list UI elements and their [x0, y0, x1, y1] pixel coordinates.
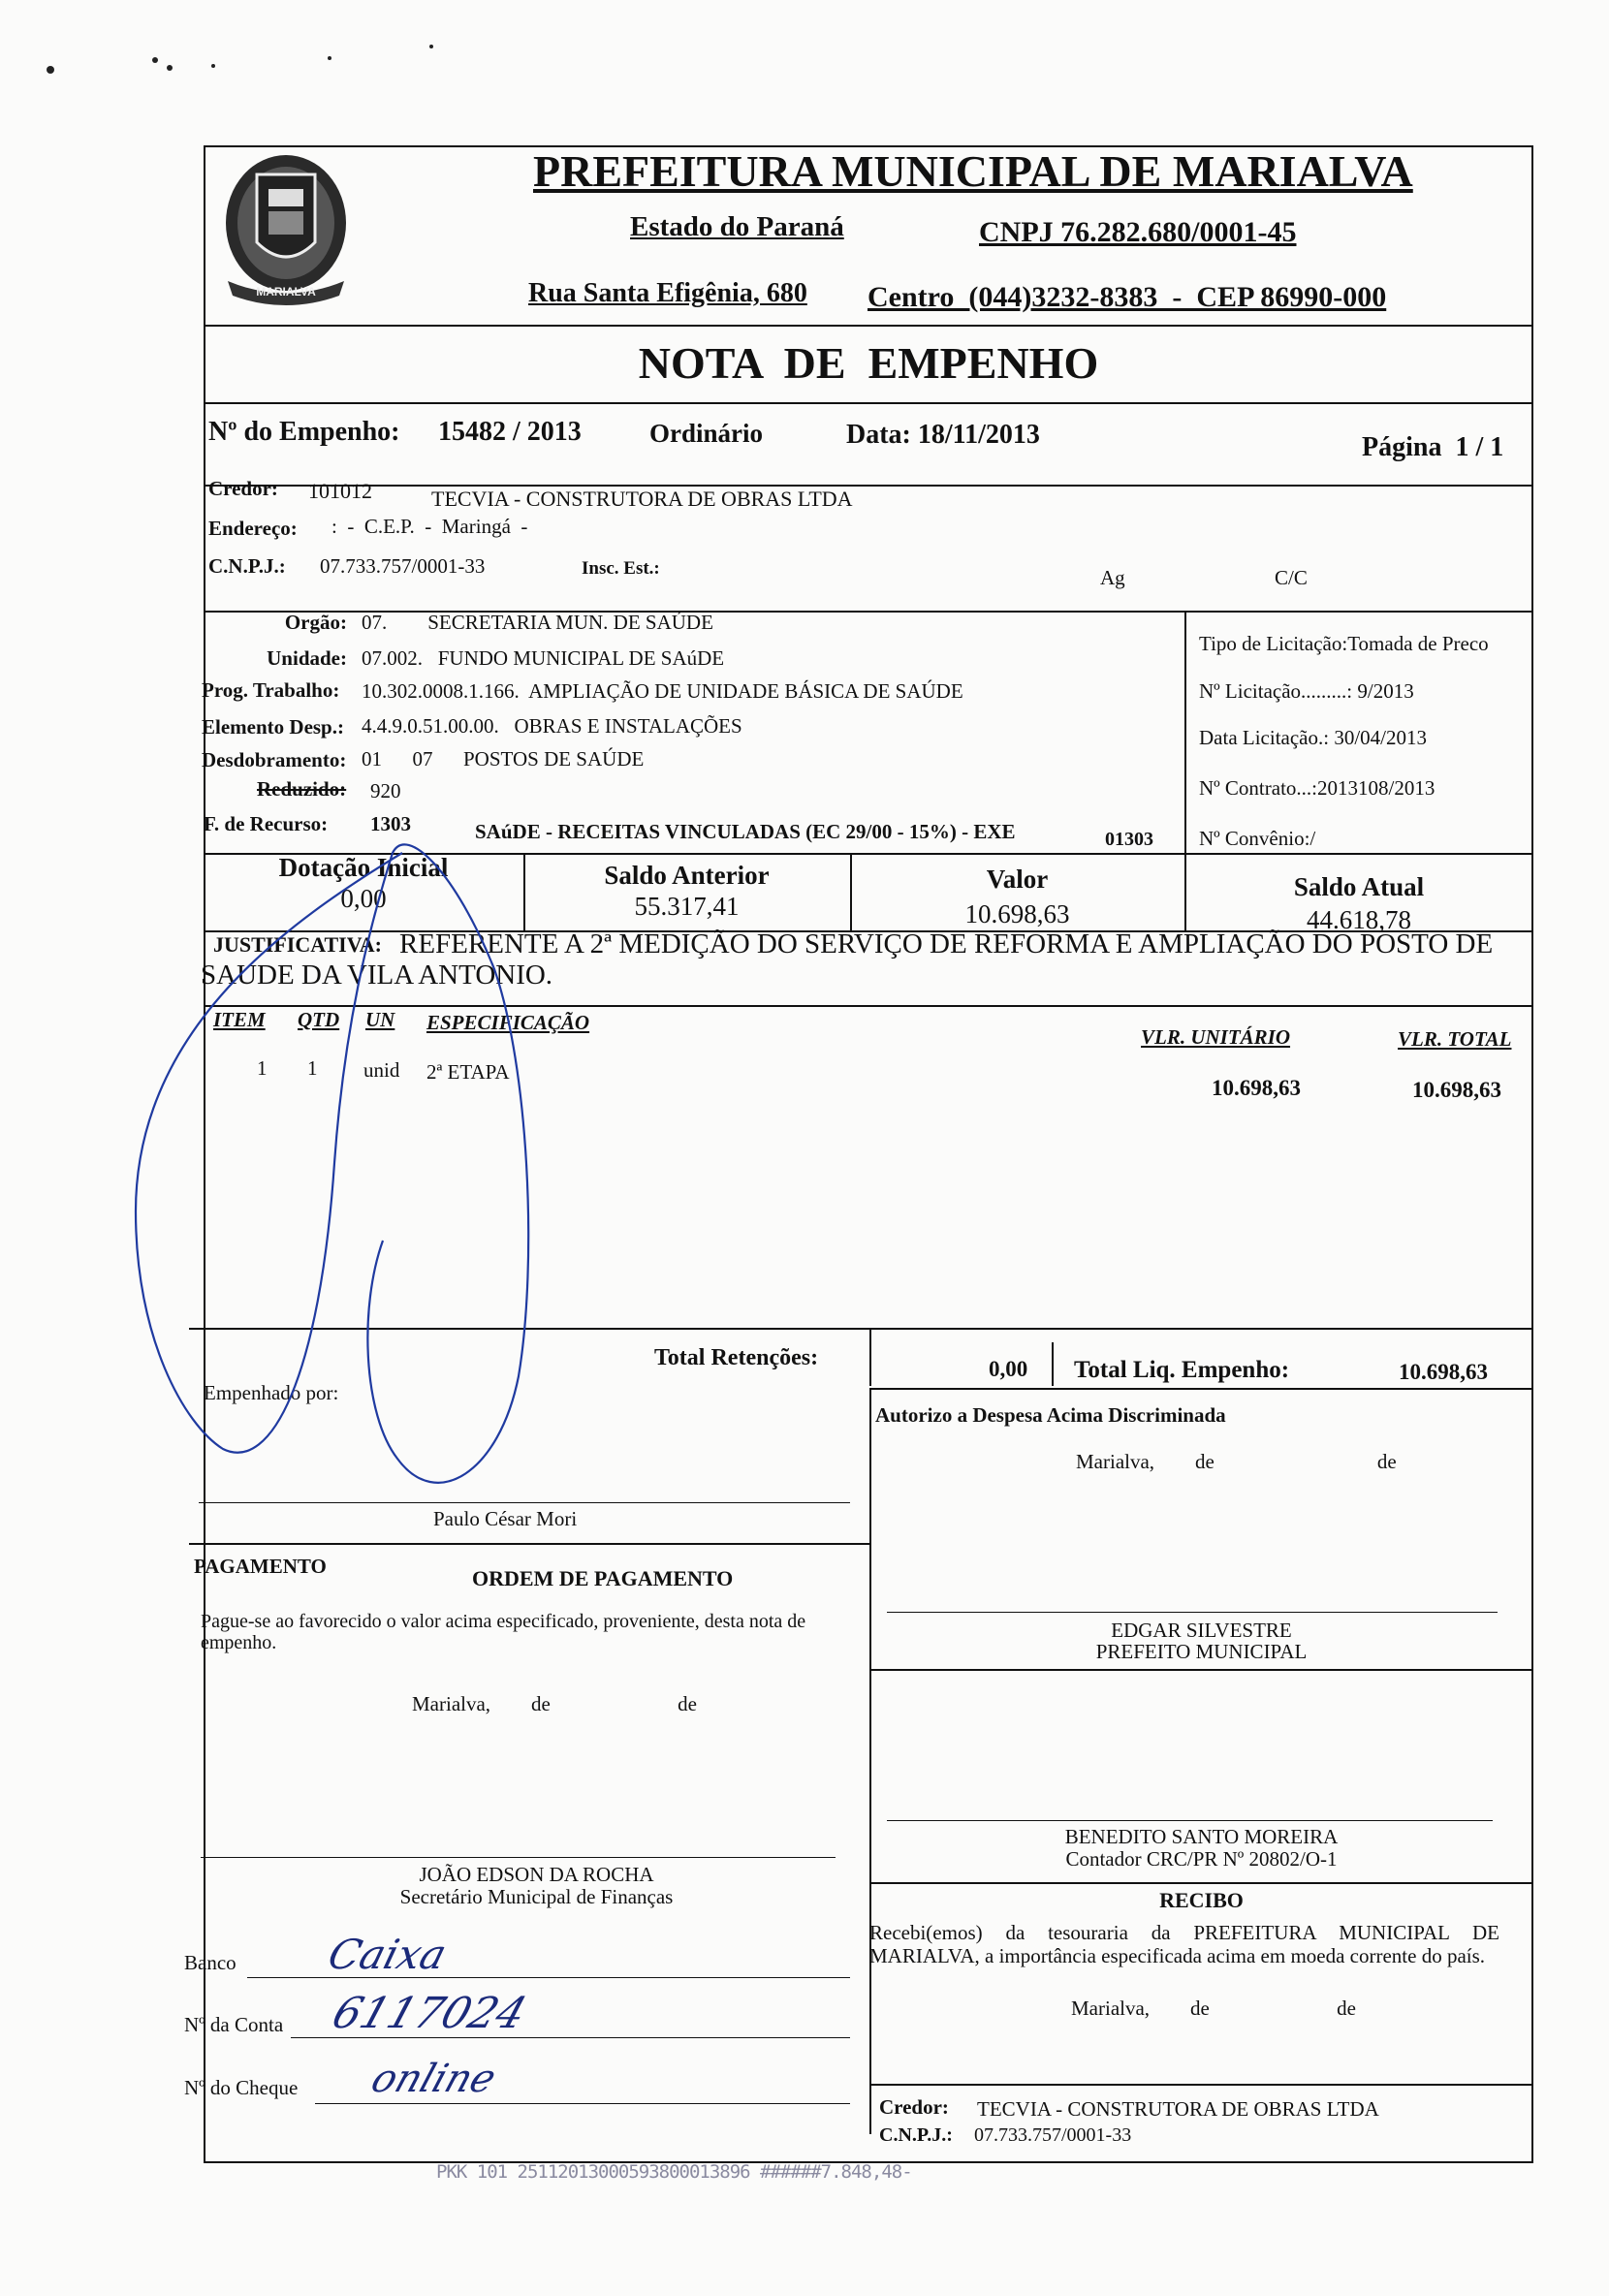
header-divider	[204, 325, 1533, 327]
header-contact: Centro (044)3232-8383 - CEP 86990-000	[868, 281, 1387, 313]
contador-bottom	[869, 1882, 1533, 1884]
elemento-value: 4.4.9.0.51.00.00. OBRAS E INSTALAÇÕES	[362, 714, 742, 738]
col-item: ITEM	[213, 1008, 266, 1031]
credor-code: 101012	[308, 479, 372, 503]
justificativa-bottom	[204, 1005, 1533, 1007]
conta-handwritten: 6117024	[326, 1989, 533, 2038]
recibo-credor-name: TECVIA - CONSTRUTORA DE OBRAS LTDA	[977, 2097, 1379, 2121]
empenho-number: 15482 / 2013	[438, 417, 582, 447]
pagamento-label: PAGAMENTO	[194, 1555, 327, 1578]
coat-of-arms-text: MARIALVA	[256, 285, 316, 299]
cheque-label: Nº do Cheque	[184, 2076, 299, 2099]
totals-top	[189, 1328, 1533, 1330]
recibo-local-data: Marialva, de de	[1071, 1997, 1356, 2020]
col-vlr-unit: VLR. UNITÁRIO	[1141, 1025, 1291, 1049]
empenho-type: Ordinário	[649, 419, 764, 448]
ordem-label: ORDEM DE PAGAMENTO	[472, 1566, 734, 1590]
credor-name: TECVIA - CONSTRUTORA DE OBRAS LTDA	[431, 487, 853, 511]
desdobramento-value: 01 07 POSTOS DE SAÚDE	[362, 747, 645, 771]
empenho-page: Página 1 / 1	[1362, 432, 1504, 462]
desdobramento-label: Desdobramento:	[202, 748, 347, 771]
header-cnpj: CNPJ 76.282.680/0001-45	[979, 216, 1297, 248]
recibo-text: Recebi(emos) da tesouraria da PREFEITURA MUNICIPAL DE MARIALVA, a importância especificada acima em moeda corrente do país.	[869, 1921, 1499, 1967]
contador-cargo: Contador CRC/PR Nº 20802/O-1	[1065, 1847, 1338, 1871]
reduzido-value: 920	[370, 779, 401, 802]
prog-value: 10.302.0008.1.166. AMPLIAÇÃO DE UNIDADE BÁSICA DE SAÚDE	[362, 679, 963, 703]
secretario-cargo: Secretário Municipal de Finanças	[399, 1885, 674, 1908]
ag-label: Ag	[1100, 566, 1125, 589]
recibo-label: RECIBO	[1159, 1888, 1244, 1912]
empenho-date: Data: 18/11/2013	[846, 420, 1040, 450]
justificativa-text-1: REFERENTE A 2ª MEDIÇÃO DO SERVIÇO DE REFORMA E AMPLIAÇÃO DO POSTO DE	[399, 928, 1494, 959]
valor-label: Valor	[986, 865, 1049, 894]
row-vlr-total: 10.698,63	[1412, 1078, 1501, 1102]
cnpj-value: 07.733.757/0001-33	[320, 554, 486, 578]
licitacao-contrato: Nº Contrato...:2013108/2013	[1199, 776, 1435, 800]
pagamento-top	[189, 1543, 869, 1545]
col-vlr-total: VLR. TOTAL	[1398, 1027, 1512, 1051]
endereco-value: : - C.E.P. - Maringá -	[331, 515, 528, 538]
empenhado-name: Paulo César Mori	[433, 1507, 578, 1530]
row-vlr-unit: 10.698,63	[1212, 1076, 1301, 1100]
conta-label: Nº da Conta	[184, 2013, 284, 2036]
empenhado-sign-line	[199, 1502, 850, 1503]
banco-handwritten: Caixa	[323, 1931, 452, 1978]
empenho-divider	[204, 485, 1533, 487]
licitacao-data: Data Licitação.: 30/04/2013	[1199, 726, 1428, 749]
assinatura-vdiv	[869, 1388, 871, 2134]
row-espec: 2ª ETAPA	[426, 1060, 510, 1084]
header-address: Rua Santa Efigênia, 680	[528, 278, 807, 308]
prefeito-bottom	[869, 1669, 1533, 1671]
licitacao-tipo: Tipo de Licitação:Tomada de Preco	[1199, 632, 1489, 655]
totals-bottom	[869, 1388, 1533, 1390]
contador-name: BENEDITO SANTO MOREIRA	[1064, 1825, 1339, 1848]
header-title: PREFEITURA MUNICIPAL DE MARIALVA	[533, 146, 1413, 196]
row-item: 1	[257, 1056, 268, 1080]
elemento-label: Elemento Desp.:	[202, 715, 344, 739]
secretario-sign-line	[201, 1857, 836, 1858]
dotacao-value: 0,00	[340, 884, 387, 913]
recibo-cnpj: 07.733.757/0001-33	[974, 2124, 1132, 2146]
autorizo-local-data: Marialva, de de	[1076, 1450, 1397, 1473]
empenho-number-label: Nº do Empenho:	[208, 417, 400, 447]
prefeito-name: EDGAR SILVESTRE	[1111, 1619, 1292, 1642]
saldo-anterior-label: Saldo Anterior	[604, 861, 770, 890]
header-state: Estado do Paraná	[630, 211, 844, 242]
recibo-cnpj-label: C.N.P.J.:	[879, 2124, 953, 2146]
banco-label: Banco	[184, 1951, 237, 1974]
col-espec: ESPECIFICAÇÃO	[426, 1011, 590, 1034]
pagamento-text: Pague-se ao favorecido o valor acima especificado, proveniente, desta nota de empenho.	[201, 1611, 806, 1653]
orgao-value: 07. SECRETARIA MUN. DE SAÚDE	[362, 611, 713, 634]
saldo-atual-value: 44.618,78	[1307, 905, 1411, 934]
valor-value: 10.698,63	[964, 899, 1070, 928]
orgao-label: Orgão:	[284, 611, 347, 634]
coat-of-arms	[218, 136, 354, 310]
prefeito-sign-line	[887, 1612, 1498, 1613]
autorizo-text: Autorizo a Despesa Acima Discriminada	[875, 1403, 1226, 1427]
reduzido-label: Reduzido:	[257, 777, 347, 801]
saldo-atual-label: Saldo Atual	[1293, 872, 1425, 901]
justificativa-label: JUSTIFICATIVA:	[213, 932, 383, 957]
col-qtd: QTD	[298, 1008, 340, 1031]
retencoes-label: Total Retenções:	[654, 1345, 819, 1370]
protocol-stamp: PKK 101 25112013000593800013896 ######7.848,48-	[436, 2161, 912, 2183]
recurso-desc: SAúDE - RECEITAS VINCULADAS (EC 29/00 - 15%) - EXE	[475, 820, 1016, 843]
dotacao-label: Dotação Inicial	[278, 853, 449, 882]
secretario-name: JOÃO EDSON DA ROCHA	[419, 1863, 654, 1886]
credor-label: Credor:	[208, 477, 278, 500]
contador-sign-line	[887, 1820, 1493, 1821]
saldo-anterior-value: 55.317,41	[634, 892, 740, 921]
doc-title: NOTA DE EMPENHO	[638, 338, 1099, 388]
pagamento-local-data: Marialva, de de	[412, 1692, 697, 1715]
totals-div-2	[1052, 1342, 1054, 1386]
recurso-code: 1303	[370, 812, 411, 835]
totals-div-1	[869, 1328, 871, 1386]
prefeito-cargo: PREFEITO MUNICIPAL	[1095, 1640, 1308, 1663]
endereco-label: Endereço:	[208, 517, 298, 540]
recibo-credor-label: Credor:	[879, 2095, 949, 2119]
cc-label: C/C	[1275, 566, 1308, 589]
row-un: unid	[363, 1058, 400, 1082]
unidade-label: Unidade:	[267, 646, 347, 670]
prog-label: Prog. Trabalho:	[202, 678, 340, 702]
recurso-label: F. de Recurso:	[204, 812, 329, 835]
empenhado-label: Empenhado por:	[204, 1381, 339, 1404]
title-divider	[204, 402, 1533, 404]
row-qtd: 1	[307, 1056, 318, 1080]
cnpj-label: C.N.P.J.:	[208, 554, 286, 578]
recibo-bottom	[869, 2084, 1533, 2086]
licitacao-convenio: Nº Convênio:/	[1199, 827, 1316, 850]
justificativa-text-2: SAUDE DA VILA ANTONIO.	[201, 959, 553, 991]
liquido-label: Total Liq. Empenho:	[1074, 1357, 1290, 1383]
recurso-code2: 01303	[1105, 829, 1153, 850]
cheque-line	[315, 2103, 850, 2104]
insc-label: Insc. Est.:	[582, 558, 660, 579]
cheque-handwritten: online	[365, 2057, 502, 2101]
licitacao-divider	[1184, 611, 1186, 858]
liquido-value: 10.698,63	[1399, 1360, 1488, 1384]
col-un: UN	[365, 1008, 395, 1031]
unidade-value: 07.002. FUNDO MUNICIPAL DE SAúDE	[362, 646, 725, 670]
retencoes-value: 0,00	[989, 1357, 1028, 1381]
licitacao-numero: Nº Licitação.........: 9/2013	[1199, 679, 1414, 703]
